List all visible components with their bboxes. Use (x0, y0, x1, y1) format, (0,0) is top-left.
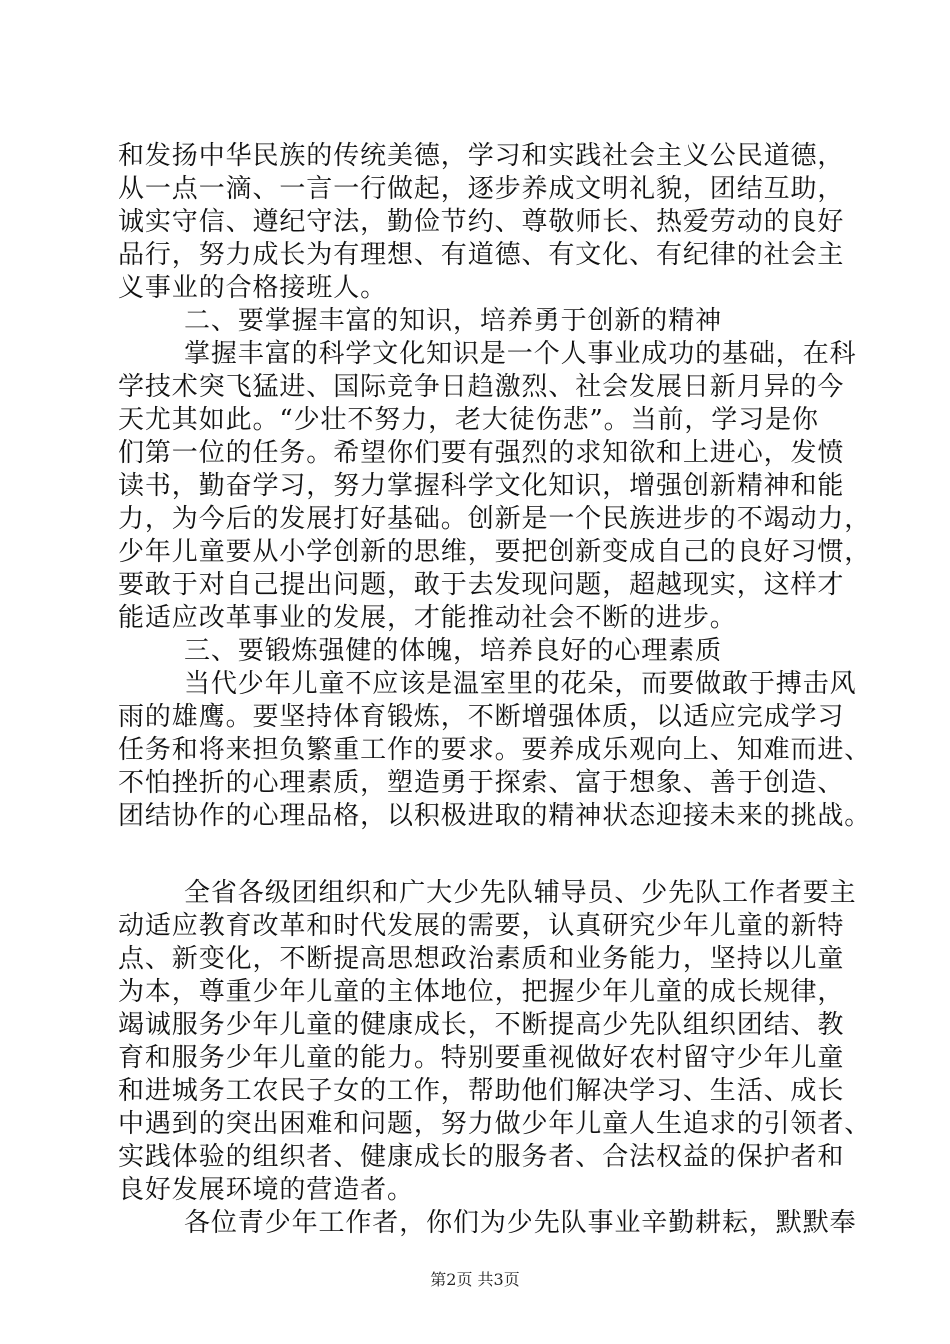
text-line: 团结协作的心理品格，以积极进取的精神状态迎接未来的挑战。 (118, 801, 872, 831)
paragraph-start: 掌握丰富的科学文化知识是一个人事业成功的基础，在科 (184, 339, 857, 369)
section-heading: 三、要锻炼强健的体魄，培养良好的心理素质 (184, 636, 723, 666)
text-line: 和发扬中华民族的传统美德，学习和实践社会主义公民道德， (118, 141, 845, 171)
text-line: 学技术突飞猛进、国际竞争日趋激烈、社会发展日新月异的今 (118, 372, 845, 402)
paragraph-start: 全省各级团组织和广大少先队辅导员、少先队工作者要主 (184, 878, 857, 908)
text-line: 任务和将来担负繁重工作的要求。要养成乐观向上、知难而进、 (118, 735, 872, 765)
text-line: 力，为今后的发展打好基础。创新是一个民族进步的不竭动力， (118, 504, 872, 534)
paragraph-gap (118, 833, 858, 877)
text-line: 竭诚服务少年儿童的健康成长，不断提高少先队组织团结、教 (118, 1010, 845, 1040)
text-line: 和进城务工农民子女的工作，帮助他们解决学习、生活、成长 (118, 1076, 845, 1106)
text-line: 少年儿童要从小学创新的思维，要把创新变成自己的良好习惯， (118, 537, 872, 567)
text-line: 天尤其如此。“少壮不努力，老大徒伤悲”。当前，学习是你 (118, 405, 819, 435)
text-line: 实践体验的组织者、健康成长的服务者、合法权益的保护者和 (118, 1142, 845, 1172)
text-line: 能适应改革事业的发展，才能推动社会不断的进步。 (118, 603, 737, 633)
text-line: 良好发展环境的营造者。 (118, 1175, 414, 1205)
section-heading: 二、要掌握丰富的知识，培养勇于创新的精神 (184, 306, 723, 336)
text-line: 为本，尊重少年儿童的主体地位，把握少年儿童的成长规律， (118, 977, 845, 1007)
text-line: 育和服务少年儿童的能力。特别要重视做好农村留守少年儿童 (118, 1043, 845, 1073)
paragraph-start: 当代少年儿童不应该是温室里的花朵，而要做敢于搏击风 (184, 669, 857, 699)
text-line: 义事业的合格接班人。 (118, 273, 388, 303)
page-footer (0, 1267, 950, 1290)
text-line: 们第一位的任务。希望你们要有强烈的求知欲和上进心，发愤 (118, 438, 845, 468)
text-line: 雨的雄鹰。要坚持体育锻炼，不断增强体质，以适应完成学习 (118, 702, 845, 732)
page-number: 第2页 共3页 (430, 1270, 520, 1289)
text-line: 读书，勤奋学习，努力掌握科学文化知识，增强创新精神和能 (118, 471, 845, 501)
text-line: 点、新变化，不断提高思想政治素质和业务能力，坚持以儿童 (118, 944, 845, 974)
document-body (118, 140, 872, 1240)
text-line: 从一点一滴、一言一行做起，逐步养成文明礼貌，团结互助， (118, 174, 845, 204)
text-line: 品行，努力成长为有理想、有道德、有文化、有纪律的社会主 (118, 240, 845, 270)
text-line: 不怕挫折的心理素质，塑造勇于探索、富于想象、善于创造、 (118, 768, 845, 798)
text-line: 要敢于对自己提出问题，敢于去发现问题，超越现实，这样才 (118, 570, 845, 600)
text-line: 中遇到的突出困难和问题，努力做少年儿童人生追求的引领者、 (118, 1109, 872, 1139)
paragraph-start: 各位青少年工作者，你们为少先队事业辛勤耕耘，默默奉 (184, 1208, 857, 1238)
text-line: 动适应教育改革和时代发展的需要，认真研究少年儿童的新特 (118, 911, 845, 941)
text-line: 诚实守信、遵纪守法，勤俭节约、尊敬师长、热爱劳动的良好 (118, 207, 845, 237)
